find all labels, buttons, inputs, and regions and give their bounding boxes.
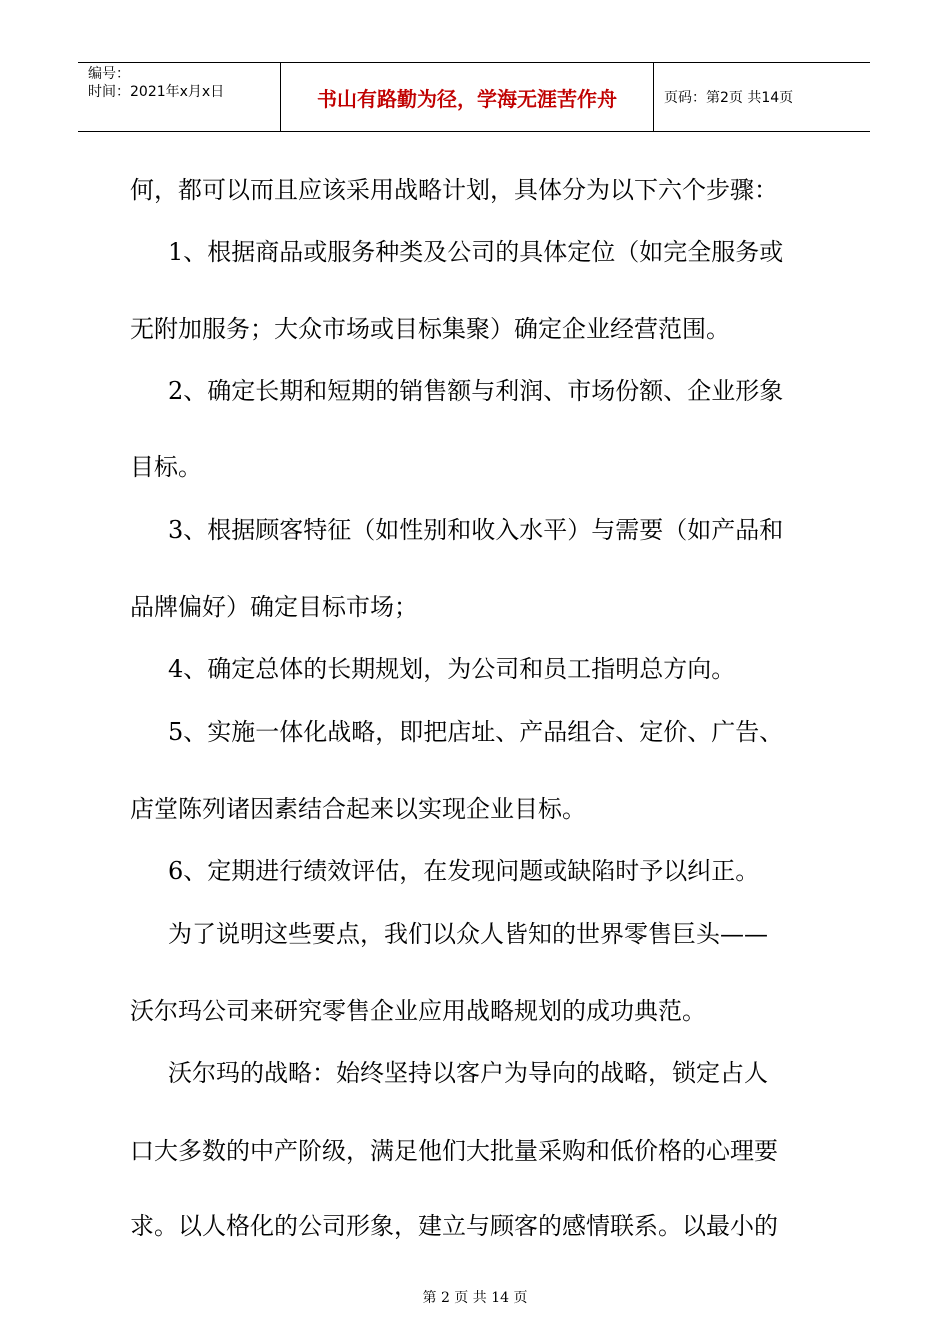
text-line: 目标。 [130, 453, 202, 481]
text-line: 1、根据商品或服务种类及公司的具体定位（如完全服务或 [168, 238, 784, 266]
text-line: 何，都可以而且应该采用战略计划，具体分为以下六个步骤： [130, 176, 778, 204]
document-time-label: 时间：2021年x月x日 [88, 84, 225, 100]
text-line: 3、根据顾客特征（如性别和收入水平）与需要（如产品和 [168, 516, 784, 544]
header-page-info: 页码：第2页 共14页 [664, 90, 794, 106]
text-line: 5、实施一体化战略，即把店址、产品组合、定价、广告、 [168, 718, 784, 746]
text-line: 无附加服务；大众市场或目标集聚）确定企业经营范围。 [130, 315, 730, 343]
text-line: 店堂陈列诸因素结合起来以实现企业目标。 [130, 795, 586, 823]
text-line: 品牌偏好）确定目标市场； [130, 593, 418, 621]
document-number-label: 编号： [88, 66, 130, 82]
header-meta [78, 63, 280, 131]
text-line: 6、定期进行绩效评估，在发现问题或缺陷时予以纠正。 [168, 857, 760, 885]
text-line: 沃尔玛公司来研究零售企业应用战略规划的成功典范。 [130, 997, 706, 1025]
page-footer: 第 2 页 共 14 页 [422, 1290, 528, 1306]
page-header [78, 62, 870, 132]
text-line: 沃尔玛的战略：始终坚持以客户为导向的战略，锁定占人 [168, 1059, 768, 1087]
text-line: 口大多数的中产阶级，满足他们大批量采购和低价格的心理要 [130, 1137, 778, 1165]
text-line: 2、确定长期和短期的销售额与利润、市场份额、企业形象 [168, 377, 784, 405]
text-line: 求。以人格化的公司形象，建立与顾客的感情联系。以最小的 [130, 1212, 778, 1240]
text-line: 4、确定总体的长期规划，为公司和员工指明总方向。 [168, 655, 736, 683]
text-line: 为了说明这些要点，我们以众人皆知的世界零售巨头—— [168, 920, 768, 948]
header-motto: 书山有路勤为径，学海无涯苦作舟 [280, 63, 654, 131]
